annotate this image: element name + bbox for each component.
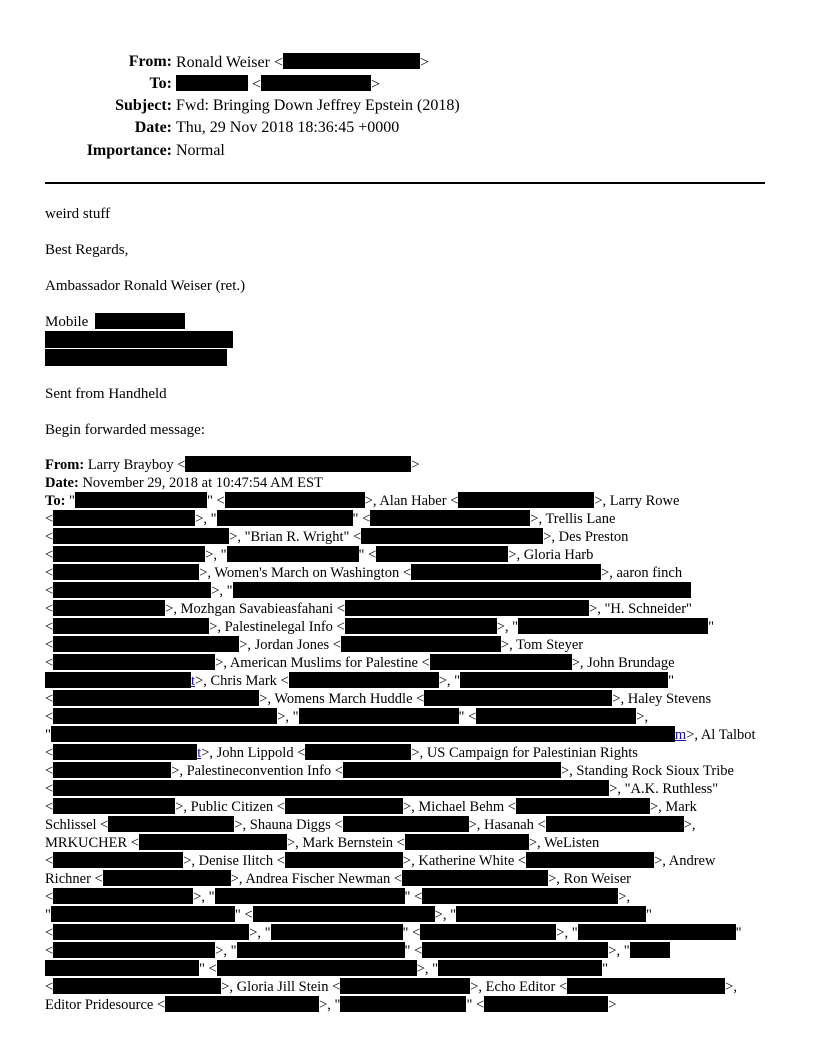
recipient-text: >, " xyxy=(416,961,439,977)
recipient-text: < xyxy=(45,889,54,905)
redaction xyxy=(165,996,319,1012)
fwd-to-line xyxy=(45,780,765,798)
fwd-to-line xyxy=(45,744,765,762)
recipient-text: >, Trellis Lane xyxy=(530,511,616,527)
redaction xyxy=(53,564,199,580)
recipient-text: " xyxy=(45,727,51,743)
redaction xyxy=(402,870,548,886)
redaction xyxy=(53,582,211,598)
recipient-text: >, " xyxy=(211,583,233,599)
recipient-text: " < xyxy=(404,889,423,905)
recipient-text: < xyxy=(45,979,54,995)
recipient-text: < xyxy=(45,583,54,599)
recipient-text: >, Michael Behm < xyxy=(402,799,516,815)
redaction xyxy=(227,546,359,562)
redaction xyxy=(53,798,175,814)
body-line-weird: weird stuff xyxy=(45,206,111,222)
fwd-date-value: November 29, 2018 at 10:47:54 AM EST xyxy=(78,475,323,491)
redaction xyxy=(283,53,420,69)
recipient-text: >, Women's March on Washington < xyxy=(199,565,412,581)
redaction xyxy=(305,744,411,760)
redaction xyxy=(53,762,171,778)
redaction xyxy=(45,349,227,366)
recipient-text: < xyxy=(45,763,54,779)
redaction xyxy=(422,888,618,904)
recipient-text: < xyxy=(45,511,54,527)
redaction xyxy=(343,762,561,778)
fwd-to-line xyxy=(45,834,765,852)
redaction xyxy=(285,798,403,814)
fwd-from-end: > xyxy=(411,457,420,473)
redaction xyxy=(53,744,197,760)
redaction xyxy=(95,313,185,329)
redaction xyxy=(185,456,411,472)
fwd-to-line xyxy=(45,960,765,978)
fwd-to-line xyxy=(45,726,765,744)
recipient-text: " xyxy=(45,907,51,923)
recipient-text: < xyxy=(45,943,54,959)
redaction xyxy=(253,906,435,922)
recipient-text: >, US Campaign for Palestinian Rights xyxy=(411,745,638,761)
recipient-text: " xyxy=(708,619,715,635)
recipient-text: >, John Brundage xyxy=(571,655,675,671)
redaction xyxy=(458,492,594,508)
recipient-text: >, Haley Stevens xyxy=(612,691,712,707)
recipient-text: < xyxy=(45,853,54,869)
redaction xyxy=(516,798,650,814)
recipient-text: " xyxy=(65,493,75,509)
redaction xyxy=(108,816,234,832)
recipient-text: " xyxy=(602,961,609,977)
redaction xyxy=(75,492,207,508)
fwd-to-line xyxy=(45,582,765,600)
body-sent-from: Sent from Handheld xyxy=(45,386,167,402)
recipient-text: " < xyxy=(466,997,485,1013)
recipient-text: >, Mozhgan Savabieasfahani < xyxy=(165,601,346,617)
recipient-text: >, John Lippold < xyxy=(201,745,306,761)
recipient-text: >, Palestineconvention Info < xyxy=(171,763,343,779)
redaction xyxy=(53,780,609,796)
redaction xyxy=(53,888,193,904)
recipient-text: >, Echo Editor < xyxy=(470,979,568,995)
fwd-to-line xyxy=(45,816,765,834)
fwd-to-line xyxy=(45,672,765,690)
recipient-text: < xyxy=(45,565,54,581)
fwd-to-line xyxy=(45,996,765,1014)
from-name: Ronald Weiser < xyxy=(176,54,283,71)
fwd-to-line xyxy=(45,942,765,960)
redaction xyxy=(53,528,229,544)
recipient-text: Editor Pridesource < xyxy=(45,997,166,1013)
recipient-text: " xyxy=(646,907,652,923)
recipient-text: " < xyxy=(402,925,421,941)
fwd-from-label: From: xyxy=(45,457,85,473)
fwd-to-line xyxy=(45,510,765,528)
redaction xyxy=(53,942,215,958)
recipient-text: >, Larry Rowe xyxy=(594,493,680,509)
recipient-text: >, Mark xyxy=(649,799,697,815)
recipient-text: " < xyxy=(199,961,217,977)
recipient-text: >, Chris Mark < xyxy=(195,673,289,689)
recipient-text: >, Denise Ilitch < xyxy=(183,853,285,869)
recipient-text: >, American Muslims for Palestine < xyxy=(215,655,430,671)
recipient-text: >, Shauna Diggs < xyxy=(234,817,343,833)
email-link-fragment[interactable]: t xyxy=(197,745,202,761)
recipient-text: MRKUCHER < xyxy=(45,835,139,851)
recipient-text: >, " xyxy=(215,943,237,959)
redaction xyxy=(45,672,191,688)
email-link-fragment[interactable]: t xyxy=(191,673,196,689)
body-begin-forwarded: Begin forwarded message: xyxy=(45,422,205,438)
recipient-text: Richner < xyxy=(45,871,103,887)
redaction xyxy=(261,75,371,91)
recipient-text: < xyxy=(45,745,54,761)
redaction xyxy=(343,816,469,832)
fwd-recipient-lines xyxy=(45,492,765,1014)
recipient-text: >, " xyxy=(438,673,461,689)
redaction xyxy=(45,960,199,976)
subject-value: Fwd: Bringing Down Jeffrey Epstein (2018) xyxy=(176,97,460,114)
importance-label: Importance: xyxy=(86,142,172,159)
redaction xyxy=(476,708,636,724)
recipient-text: " < xyxy=(206,493,225,509)
recipient-text: < xyxy=(45,637,54,653)
email-link-fragment[interactable]: m xyxy=(674,727,687,743)
redaction xyxy=(405,834,529,850)
recipient-text: >, Andrea Fischer Newman < xyxy=(230,871,403,887)
recipient-text: " xyxy=(668,673,674,689)
recipient-text: " < xyxy=(358,547,377,563)
fwd-to-line xyxy=(45,798,765,816)
recipient-text: >, Standing Rock Sioux Tribe xyxy=(560,763,734,779)
fwd-to-line xyxy=(45,528,765,546)
redaction xyxy=(217,510,353,526)
to-mid: < xyxy=(248,76,262,93)
date-value: Thu, 29 Nov 2018 18:36:45 +0000 xyxy=(176,119,400,136)
body-mobile-label: Mobile xyxy=(45,314,89,330)
to-end: > xyxy=(371,76,381,93)
recipient-text: >, Tom Steyer xyxy=(500,637,584,653)
recipient-text: " < xyxy=(234,907,253,923)
recipient-text: >, WeListen xyxy=(528,835,600,851)
redaction xyxy=(630,942,670,958)
recipient-text: < xyxy=(45,655,54,671)
redaction xyxy=(53,852,183,868)
recipient-text: " xyxy=(735,925,742,941)
fwd-date-label: Date: xyxy=(45,475,79,491)
redaction xyxy=(53,654,215,670)
recipient-text: >, Public Citizen < xyxy=(175,799,285,815)
redaction xyxy=(53,510,195,526)
recipient-text: >, " xyxy=(193,889,215,905)
recipient-text: >, "A.K. Ruthless" xyxy=(609,781,719,797)
recipient-text: >, xyxy=(636,709,649,725)
redaction xyxy=(430,654,572,670)
recipient-text: >, " xyxy=(556,925,578,941)
recipient-text: >, "H. Schneider" xyxy=(589,601,692,617)
fwd-to-line xyxy=(45,600,765,618)
body-signature-name: Ambassador Ronald Weiser (ret.) xyxy=(45,278,246,294)
redaction xyxy=(484,996,608,1012)
redaction xyxy=(341,636,501,652)
fwd-to-line xyxy=(45,654,765,672)
redaction xyxy=(53,924,249,940)
redaction xyxy=(289,672,439,688)
fwd-to-line xyxy=(45,546,765,564)
recipient-text: >, Ron Weiser xyxy=(548,871,631,887)
redaction xyxy=(53,546,205,562)
date-label: Date: xyxy=(134,119,172,136)
recipient-text: > xyxy=(608,997,617,1013)
redaction xyxy=(285,852,403,868)
fwd-to-line xyxy=(45,978,765,996)
fwd-to-line xyxy=(45,888,765,906)
fwd-to-line xyxy=(45,870,765,888)
redaction xyxy=(361,528,543,544)
fwd-from-line xyxy=(45,456,765,474)
recipient-text: >, " xyxy=(277,709,299,725)
recipient-text: < xyxy=(45,781,54,797)
recipient-text: >, Katherine White < xyxy=(402,853,527,869)
redaction xyxy=(237,942,405,958)
fwd-to-label: To: xyxy=(45,493,66,509)
fwd-to-line xyxy=(45,636,765,654)
redaction xyxy=(578,924,736,940)
subject-label: Subject: xyxy=(115,97,172,114)
redaction xyxy=(51,726,675,742)
recipient-text: < xyxy=(45,547,54,563)
redaction xyxy=(53,708,277,724)
redaction xyxy=(51,906,235,922)
forwarded-message xyxy=(45,456,765,1014)
fwd-to-line xyxy=(45,762,765,780)
to-label: To: xyxy=(149,75,172,92)
redaction xyxy=(526,852,654,868)
recipient-text: < xyxy=(45,601,54,617)
recipient-text: >, " xyxy=(434,907,457,923)
fwd-to-line xyxy=(45,708,765,726)
header-divider xyxy=(45,182,765,184)
recipient-text: >, " xyxy=(319,997,341,1013)
redaction xyxy=(53,978,221,994)
from-label: From: xyxy=(128,53,172,70)
redaction xyxy=(376,546,508,562)
recipient-text: < xyxy=(45,709,54,725)
redaction xyxy=(370,510,530,526)
fwd-to-line xyxy=(45,618,765,636)
redaction xyxy=(45,331,233,348)
redaction xyxy=(53,636,239,652)
importance-value: Normal xyxy=(176,142,225,159)
recipient-text: >, Al Talbot xyxy=(686,727,756,743)
fwd-to-line xyxy=(45,492,765,510)
fwd-from-value: Larry Brayboy < xyxy=(84,457,186,473)
recipient-text: >, Andrew xyxy=(654,853,716,869)
fwd-to-line xyxy=(45,906,765,924)
body-regards: Best Regards, xyxy=(45,242,129,258)
redaction xyxy=(176,75,248,91)
redaction xyxy=(299,708,459,724)
redaction xyxy=(345,618,497,634)
recipient-text: >, xyxy=(618,889,631,905)
redaction xyxy=(139,834,287,850)
recipient-text: >, " xyxy=(608,943,630,959)
redaction xyxy=(345,600,589,616)
fwd-date-line xyxy=(45,474,765,492)
redaction xyxy=(546,816,684,832)
fwd-to-line xyxy=(45,690,765,708)
recipient-text: >, "Brian R. Wright" < xyxy=(229,529,362,545)
redaction xyxy=(456,906,646,922)
recipient-text: < xyxy=(45,925,54,941)
recipient-text: >, aaron finch xyxy=(601,565,683,581)
recipient-text: >, Gloria Harb xyxy=(508,547,594,563)
recipient-text: Schlissel < xyxy=(45,817,109,833)
redaction xyxy=(424,690,612,706)
recipient-text: >, Alan Haber < xyxy=(364,493,459,509)
redaction xyxy=(233,582,691,598)
redaction xyxy=(215,888,405,904)
recipient-text: >, " xyxy=(205,547,227,563)
redaction xyxy=(340,996,466,1012)
recipient-text: " < xyxy=(404,943,423,959)
redaction xyxy=(422,942,608,958)
from-end: > xyxy=(419,54,430,71)
recipient-text: >, Hasanah < xyxy=(468,817,546,833)
redaction xyxy=(567,978,725,994)
redaction xyxy=(420,924,556,940)
recipient-text: " < xyxy=(352,511,371,527)
recipient-text: < xyxy=(45,799,54,815)
recipient-text: >, Jordan Jones < xyxy=(239,637,341,653)
recipient-text: " < xyxy=(458,709,477,725)
to-value xyxy=(176,75,380,94)
recipient-text: >, xyxy=(683,817,696,833)
redaction xyxy=(411,564,601,580)
recipient-text: < xyxy=(45,619,54,635)
fwd-to-line xyxy=(45,564,765,582)
redaction xyxy=(53,690,259,706)
recipient-text: < xyxy=(45,529,54,545)
recipient-text: >, Mark Bernstein < xyxy=(286,835,405,851)
recipient-text: >, Womens March Huddle < xyxy=(259,691,425,707)
recipient-text: >, Gloria Jill Stein < xyxy=(221,979,341,995)
recipient-text: >, " xyxy=(496,619,519,635)
recipient-text: >, Palestinelegal Info < xyxy=(209,619,345,635)
fwd-to-line xyxy=(45,852,765,870)
recipient-text: >, " xyxy=(249,925,271,941)
recipient-text: < xyxy=(45,691,54,707)
redaction xyxy=(518,618,708,634)
redaction xyxy=(53,600,165,616)
redaction xyxy=(460,672,668,688)
redaction xyxy=(217,960,417,976)
redaction xyxy=(271,924,403,940)
recipient-text: >, Des Preston xyxy=(543,529,629,545)
recipient-text: >, xyxy=(725,979,737,995)
redaction xyxy=(225,492,365,508)
redaction xyxy=(438,960,602,976)
redaction xyxy=(53,618,209,634)
redaction xyxy=(103,870,231,886)
fwd-to-line xyxy=(45,924,765,942)
from-value xyxy=(176,53,429,72)
recipient-text: >, " xyxy=(195,511,217,527)
redaction xyxy=(340,978,470,994)
